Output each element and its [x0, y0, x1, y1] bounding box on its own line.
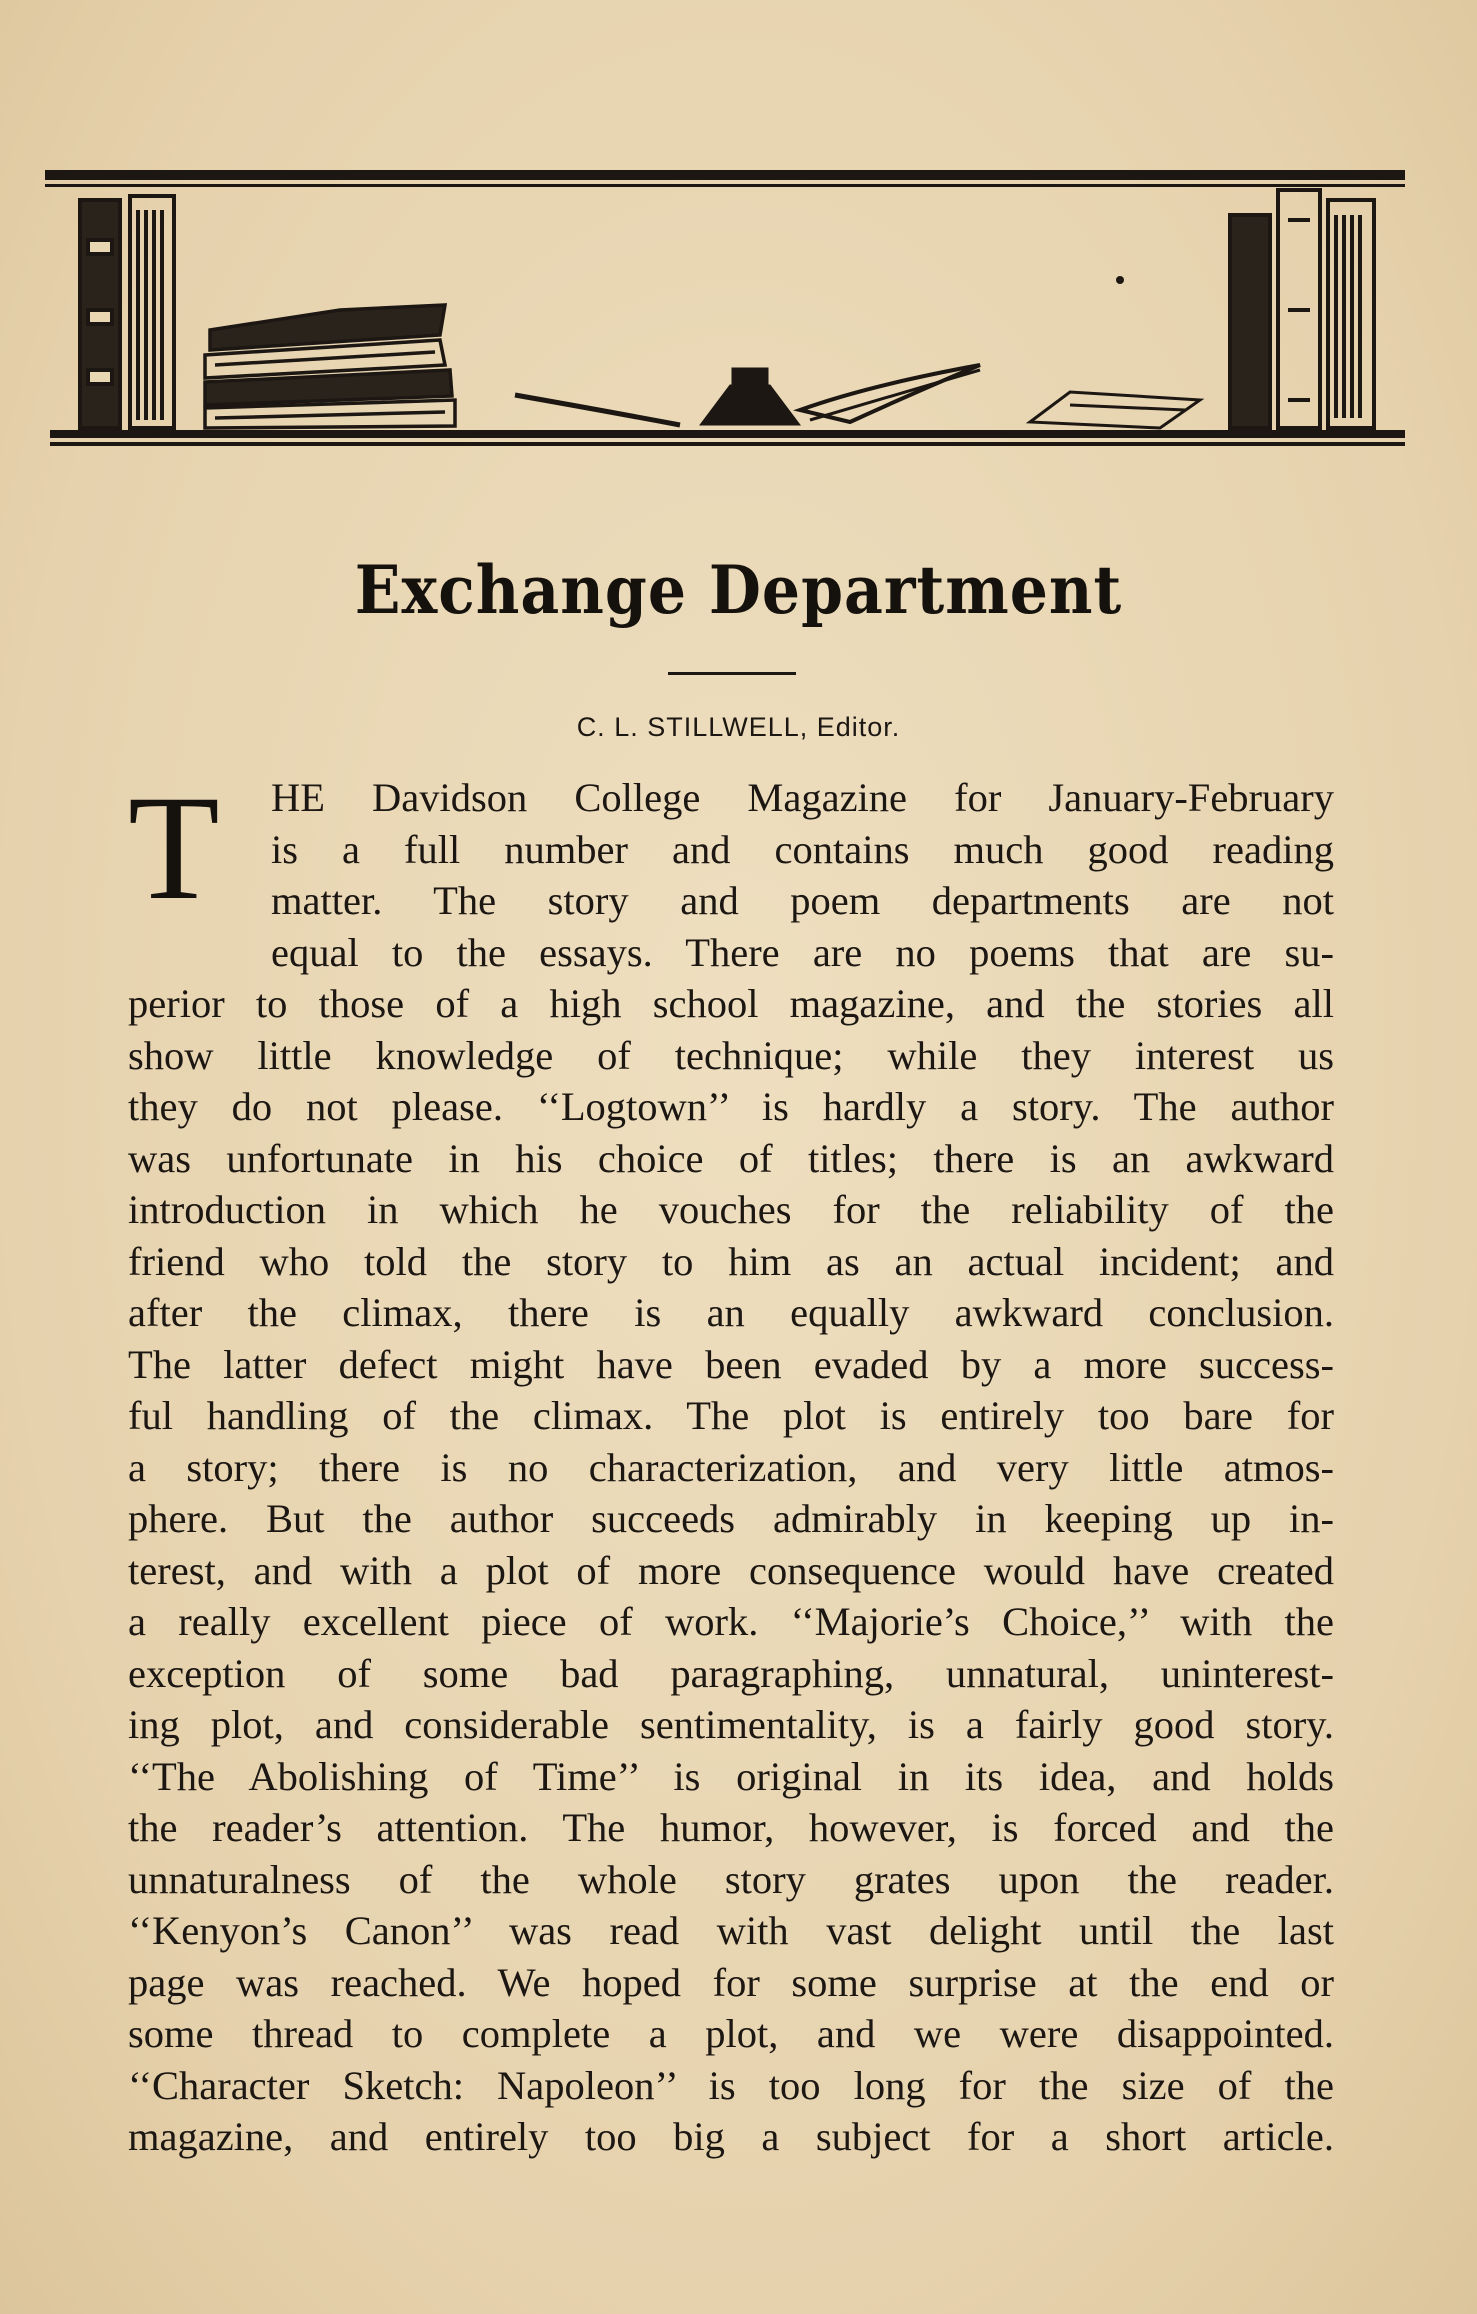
text-line: page was reached. We hoped for some surprise at the end or [128, 1959, 1334, 2005]
text-line: unnaturalness of the whole story grates upon the reader. [128, 1856, 1334, 1902]
bookshelf-illustration [40, 160, 1420, 470]
text-line: ful handling of the climax. The plot is entirely too bare for [128, 1393, 1334, 1438]
text-line: friend who told the story to him as an actual incident; and [128, 1238, 1334, 1284]
page-title: Exchange Department [354, 552, 1123, 630]
text-line: ‘‘Character Sketch: Napoleon’’ is too long for the size of the [128, 2062, 1334, 2108]
title-divider [668, 672, 796, 675]
text-line: terest, and with a plot of more consequence would have created [128, 1547, 1334, 1593]
text-line: matter. The story and poem departments are not [271, 878, 1334, 923]
text-line: a story; there is no characterization, and very little atmos- [128, 1444, 1334, 1490]
text-line: some thread to complete a plot, and we were disappointed. [128, 2011, 1334, 2056]
inkwell-quill-icon [515, 365, 980, 425]
text-line: The latter defect might have been evaded by a more success- [128, 1341, 1334, 1387]
text-line: is a full number and contains much good reading [271, 826, 1334, 872]
text-line: a really excellent piece of work. ‘‘Majorie’s Choice,’’ with the [128, 1599, 1334, 1644]
text-line: magazine, and entirely too big a subject for a short article. [128, 2114, 1334, 2159]
text-line: ‘‘The Abolishing of Time’’ is original in its idea, and holds [128, 1753, 1334, 1799]
text-line: the reader’s attention. The humor, however, is forced and the [128, 1805, 1334, 1850]
text-line: exception of some bad paragraphing, unnatural, uninterest- [128, 1650, 1334, 1696]
text-line: perior to those of a high school magazine, and the stories all [128, 981, 1334, 1026]
text-line: was unfortunate in his choice of titles; there is an awkward [128, 1135, 1334, 1181]
text-line: ‘‘Kenyon’s Canon’’ was read with vast delight until the last [128, 1908, 1334, 1953]
book-stack-icon [205, 305, 455, 428]
text-line: phere. But the author succeeds admirably in keeping up in- [128, 1496, 1334, 1541]
text-line: HE Davidson College Magazine for January-February [271, 775, 1334, 820]
text-line: they do not please. ‘‘Logtown’’ is hardly a story. The author [128, 1084, 1334, 1129]
closed-book-icon [1030, 392, 1200, 428]
text-line: introduction in which he vouches for the reliability of the [128, 1187, 1334, 1232]
left-books-icon [80, 196, 174, 428]
editor-byline: C. L. STILLWELL, Editor. [576, 712, 901, 742]
article-body [128, 765, 1334, 2163]
text-line: after the climax, there is an equally awkward conclusion. [128, 1290, 1334, 1335]
drop-cap: T [128, 765, 220, 931]
right-books-icon [1230, 190, 1374, 428]
text-line: show little knowledge of technique; while they interest us [128, 1032, 1334, 1078]
text-line: ing plot, and considerable sentimentality, is a fairly good story. [128, 1702, 1334, 1747]
text-line: equal to the essays. There are no poems that are su- [271, 929, 1334, 975]
